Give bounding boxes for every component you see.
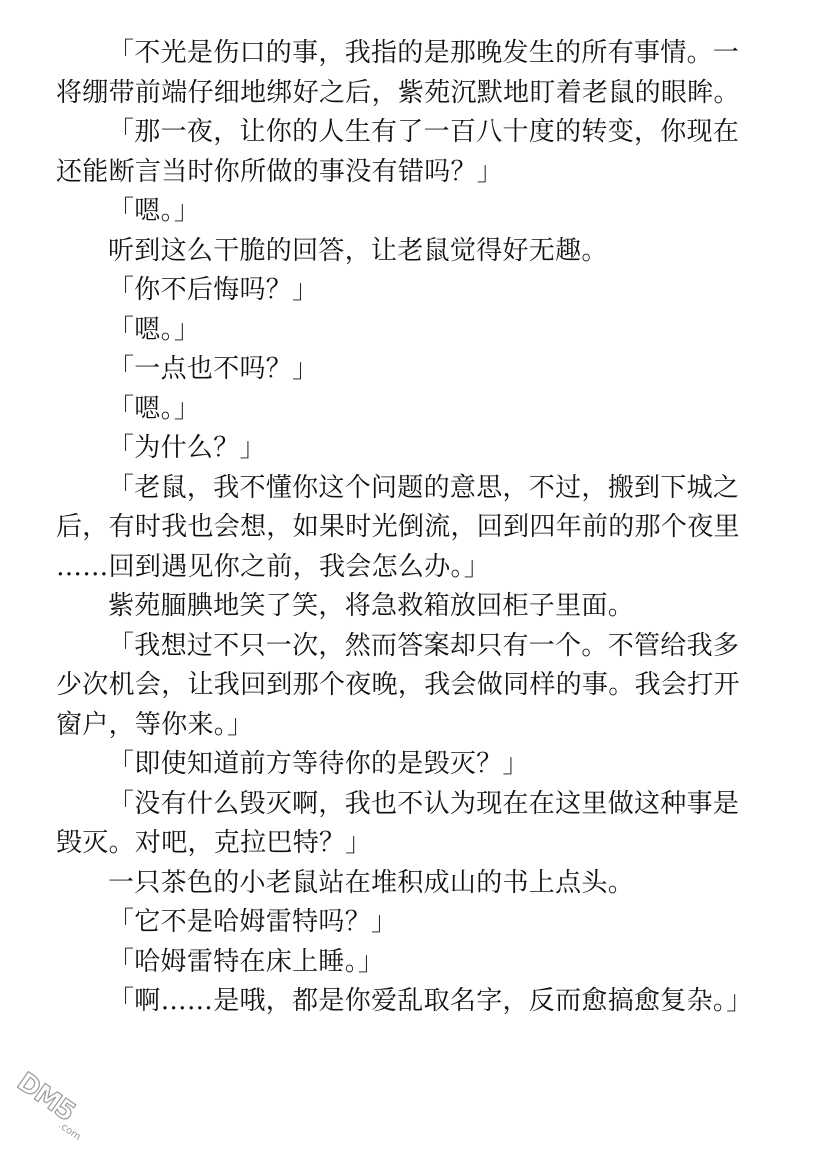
paragraph-14: 「没有什么毁灭啊，我也不认为现在在这里做这种事是毁灭。对吧，克拉巴特？」 <box>56 788 740 858</box>
paragraph-3: 「嗯。」 <box>108 196 201 226</box>
watermark-domain-text: .com <box>56 1119 83 1143</box>
paragraph-6: 「嗯。」 <box>108 314 201 345</box>
paragraph-1: 「不光是伤口的事，我指的是那晚发生的所有事情。一将绷带前端仔细地绑好之后，紫苑沉默地盯着老鼠的眼眸。 <box>56 38 740 108</box>
paragraph-12: 「我想过不只一次，然而答案却只有一个。不管给我多少次机会，让我回到那个夜晚，我会做同样的事。我会打开窗户，等你来。」 <box>56 630 740 740</box>
paragraph-4: 听到这么干脆的回答，让老鼠觉得好无趣。 <box>108 235 608 266</box>
paragraph-9: 「为什么？」 <box>108 433 266 463</box>
paragraph-2: 「那一夜，让你的人生有了一百八十度的转变，你现在还能断言当时你所做的事没有错吗？」 <box>56 117 740 187</box>
paragraph-7: 「一点也不吗？」 <box>108 354 319 384</box>
document-body <box>56 34 756 1022</box>
paragraph-16: 「它不是哈姆雷特吗？」 <box>108 907 398 937</box>
paragraph-17: 「哈姆雷特在床上睡。」 <box>108 946 385 977</box>
paragraph-15: 一只茶色的小老鼠站在堆积成山的书上点头。 <box>108 867 635 898</box>
paragraph-13: 「即使知道前方等待你的是毁灭？」 <box>108 749 529 779</box>
paragraph-11: 紫苑腼腆地笑了笑，将急救箱放回柜子里面。 <box>108 591 635 621</box>
watermark-logo <box>0 1042 120 1167</box>
paragraph-8: 「嗯。」 <box>108 393 201 424</box>
paragraph-5: 「你不后悔吗？」 <box>108 275 319 305</box>
paragraph-10: 「老鼠，我不懂你这个问题的意思，不过，搬到下城之后，有时我也会想，如果时光倒流，回到四年前的那个夜里……回到遇见你之前，我会怎么办。」 <box>56 472 740 582</box>
paragraph-18: 「啊……是哦，都是你爱乱取名字，反而愈搞愈复杂。」 <box>108 986 753 1016</box>
watermark-logo-text: DM5 <box>11 1066 80 1128</box>
